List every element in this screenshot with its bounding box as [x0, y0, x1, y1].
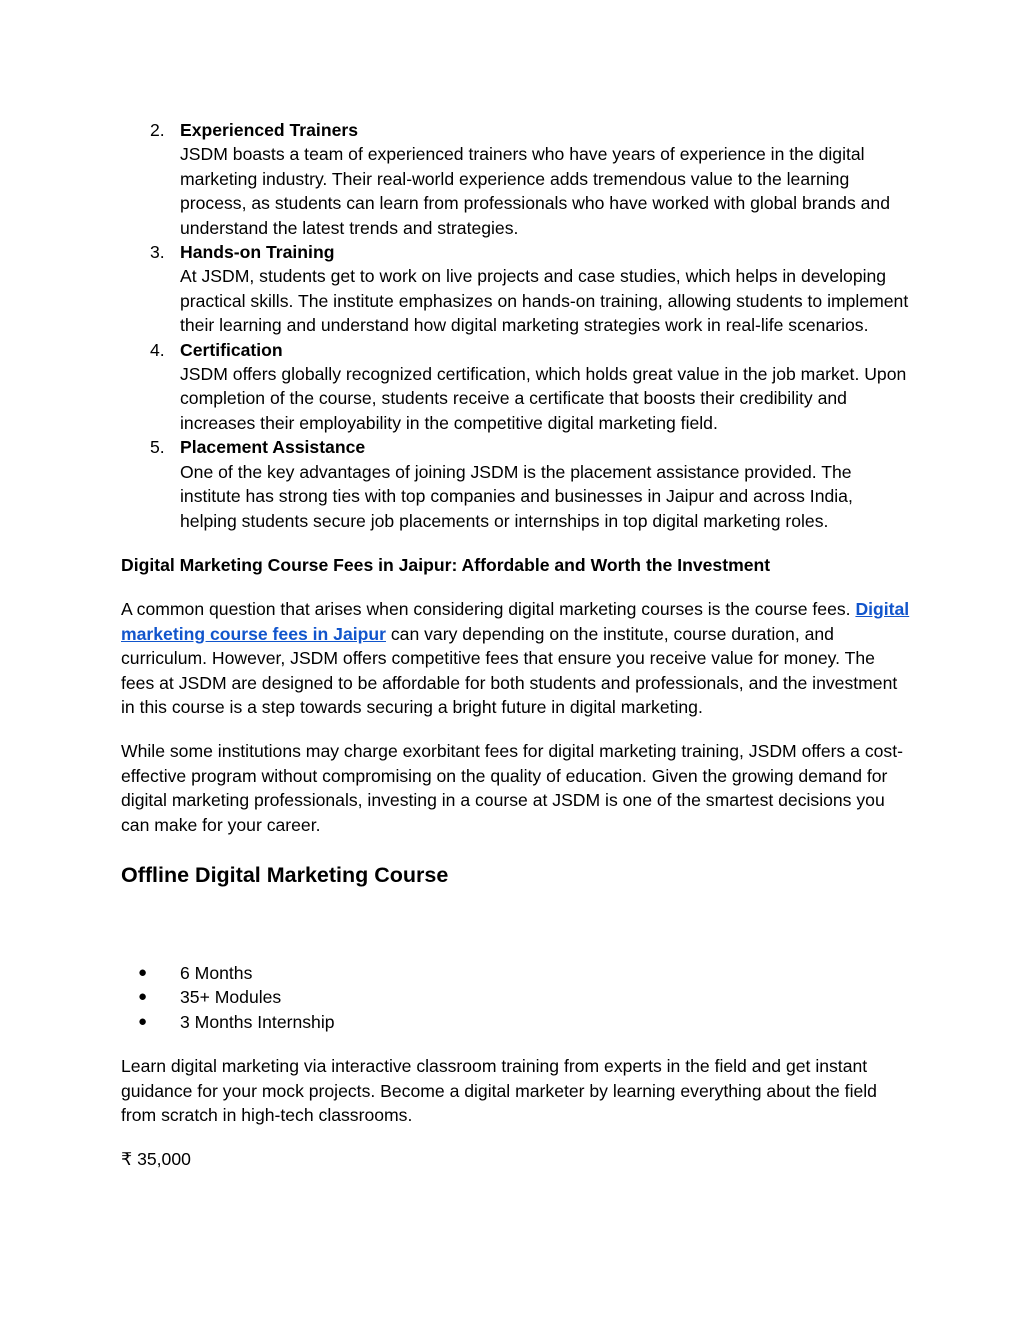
- list-item: [121, 118, 911, 240]
- list-item: [121, 961, 911, 985]
- list-item: [121, 1010, 911, 1034]
- list-item-title: Experienced Trainers: [180, 120, 358, 140]
- list-number: 3.: [150, 242, 165, 263]
- bullet-icon: ●: [138, 963, 148, 981]
- list-item: [121, 435, 911, 533]
- fees-paragraph-2: While some institutions may charge exorbitant fees for digital marketing training, JSDM offers a cost-effective program without compromising on the quality of education. Given the growing demand for digital marketing professionals, investing in a course at JSDM is one of the smartest decisions you can make for your career.: [121, 741, 903, 835]
- list-item-title: Certification: [180, 339, 283, 360]
- bullet-icon: ●: [138, 988, 148, 1006]
- bullet-icon: ●: [138, 1012, 148, 1030]
- list-item-body: At JSDM, students get to work on live projects and case studies, which helps in developing practical skills. The institute emphasizes on hands-on training, allowing students to implement their learning and understand how digital marketing strategies work in real-life scenarios.: [180, 266, 909, 336]
- list-number: 5.: [150, 437, 165, 458]
- advantages-list: [121, 118, 911, 533]
- offline-course-heading: Offline Digital Marketing Course: [121, 862, 449, 887]
- fees-paragraph-1-start: A common question that arises when considering digital marketing courses is the course fees.: [121, 599, 856, 620]
- list-item-body: One of the key advantages of joining JSDM is the placement assistance provided. The institute has strong ties with top companies and businesses in Jaipur and across India, helping students secure job placements or internships in top digital marketing roles.: [180, 461, 853, 531]
- list-item: [121, 240, 911, 338]
- list-item: [121, 985, 911, 1009]
- feature-text: 6 Months: [180, 962, 253, 983]
- list-item-title: Placement Assistance: [180, 437, 366, 458]
- list-item-body: JSDM offers globally recognized certification, which holds great value in the job market. Upon completion of the course, students receive a certificate that boosts their credibility and increases their employability in the competitive digital marketing field.: [180, 364, 907, 433]
- fees-paragraph-1: [121, 597, 911, 719]
- fees-heading: Digital Marketing Course Fees in Jaipur: Affordable and Worth the Investment: [121, 554, 771, 575]
- list-item-body: JSDM boasts a team of experienced trainers who have years of experience in the digital marketing industry. Their real-world experience adds tremendous value to the learning process, as students can learn from professionals who have worked with global brands and understand the latest trends and strategies.: [180, 144, 891, 238]
- list-number: 4.: [150, 339, 165, 360]
- list-number: 2.: [150, 120, 165, 140]
- course-features-list: [121, 961, 911, 1034]
- list-item-title: Hands-on Training: [180, 242, 335, 263]
- fees-paragraph-1-end: can vary depending on the institute, course duration, and curriculum. However, JSDM offers competitive fees that ensure you receive value for money. The fees at JSDM are designed to be affordable for both students and professionals, and the investment in this course is a step towards securing a bright future in digital marketing.: [121, 623, 898, 717]
- list-item: [121, 338, 911, 436]
- course-price: ₹ 35,000: [121, 1149, 191, 1170]
- document-content: [121, 118, 911, 1172]
- feature-text: 3 Months Internship: [180, 1011, 335, 1032]
- fees-link[interactable]: Digital marketing course fees in Jaipur: [121, 599, 910, 644]
- course-description: Learn digital marketing via interactive classroom training from experts in the field and get instant guidance for your mock projects. Become a digital marketer by learning everything about the field from scratch in high-tech classrooms.: [121, 1056, 877, 1125]
- feature-text: 35+ Modules: [180, 987, 282, 1008]
